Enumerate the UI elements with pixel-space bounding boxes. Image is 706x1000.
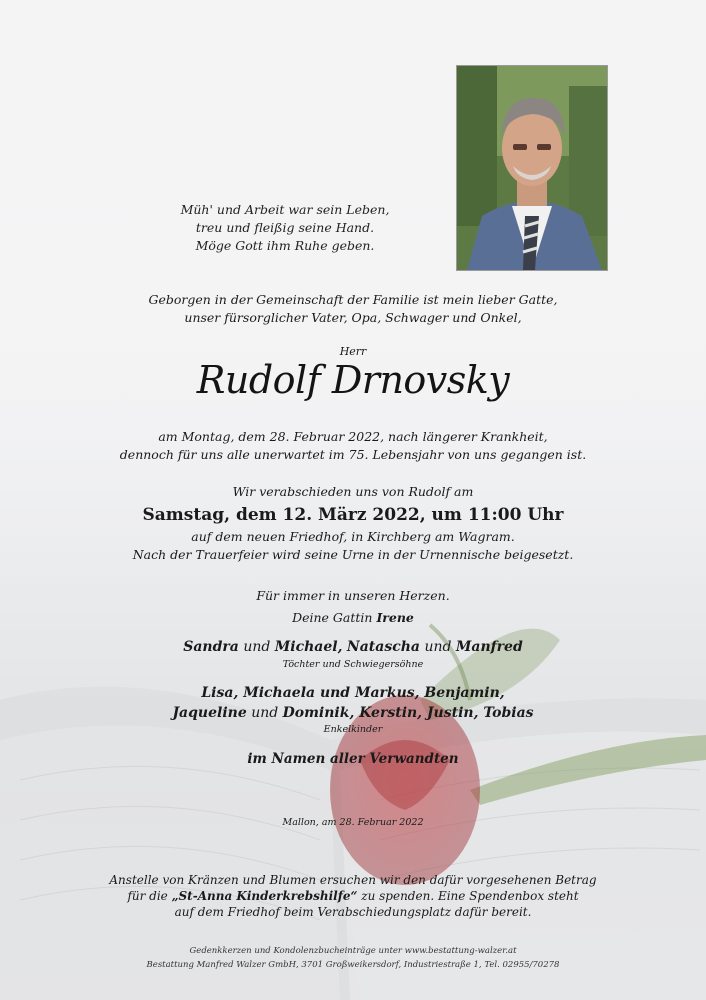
conjunction: und [251, 705, 279, 721]
motto-line: Müh' und Arbeit war sein Leben, [180, 202, 390, 217]
donation-note [0, 872, 706, 920]
donation-text: für die [127, 889, 168, 903]
grandchildren-line: Lisa, Michaela und Markus, Benjamin, [201, 685, 505, 701]
charity-name: „St-Anna Kinderkrebshilfe“ [171, 889, 358, 903]
family-name: Manfred [455, 639, 523, 655]
intro-line: Geborgen in der Gemeinschaft der Familie ist mein lieber Gatte, [148, 292, 558, 307]
family-name: Natascha [346, 639, 420, 655]
dateline: Mallon, am 28. Februar 2022 [282, 817, 424, 828]
wife-prefix: Deine Gattin [292, 610, 373, 625]
donation-text: zu spenden. Eine Spendenbox steht [361, 889, 579, 903]
wife-line [0, 610, 706, 625]
family-name: Michael, [274, 639, 343, 655]
family-name: Jaqueline [172, 705, 247, 721]
family-name: Dominik, Kerstin, Justin, Tobias [282, 705, 534, 721]
grandchildren-caption: Enkelkinder [323, 724, 383, 735]
death-line: dennoch für uns alle unerwartet im 75. Lebensjahr von uns gegangen ist. [119, 447, 587, 462]
farewell-text: Wir verabschieden uns von Rudolf am [232, 484, 474, 499]
donation-line: auf dem Friedhof beim Verabschiedungsplatz dafür bereit. [174, 905, 532, 919]
intro-text [0, 291, 706, 327]
footer-line: Gedenkkerzen und Kondolenzbucheinträge unter www.bestattung-walzer.at [189, 946, 517, 956]
daughters-line [0, 639, 706, 655]
place-line: Nach der Trauerfeier wird seine Urne in der Urnennische beigesetzt. [132, 547, 574, 562]
grandchildren-block [0, 683, 706, 723]
footer [0, 944, 706, 972]
death-notice [0, 428, 706, 464]
daughters-caption: Töchter und Schwiegersöhne [282, 659, 424, 670]
ceremony-place [0, 528, 706, 564]
ceremony-date: Samstag, dem 12. März 2022, um 11:00 Uhr [142, 505, 564, 525]
footer-line: Bestattung Manfred Walzer GmbH, 3701 Großweikersdorf, Industriestraße 1, Tel. 02955/70278 [146, 960, 560, 970]
motto-line: Möge Gott ihm Ruhe geben. [195, 238, 375, 253]
donation-line: Anstelle von Kränzen und Blumen ersuchen wir den dafür vorgesehenen Betrag [109, 873, 597, 887]
forever-text: Für immer in unseren Herzen. [256, 588, 450, 603]
deceased-name: Rudolf Drnovsky [196, 358, 510, 402]
motto [160, 201, 410, 255]
salutation: Herr [339, 345, 367, 358]
place-line: auf dem neuen Friedhof, in Kirchberg am Wagram. [191, 529, 515, 544]
death-line: am Montag, dem 28. Februar 2022, nach längerer Krankheit, [158, 429, 548, 444]
wife-name: Irene [376, 610, 414, 625]
conjunction: und [243, 639, 271, 655]
conjunction: und [424, 639, 452, 655]
family-name: Sandra [183, 639, 239, 655]
portrait-photo [456, 65, 608, 271]
intro-line: unser fürsorglicher Vater, Opa, Schwager und Onkel, [184, 310, 522, 325]
motto-line: treu und fleißig seine Hand. [195, 220, 375, 235]
relatives-line: im Namen aller Verwandten [247, 751, 459, 767]
